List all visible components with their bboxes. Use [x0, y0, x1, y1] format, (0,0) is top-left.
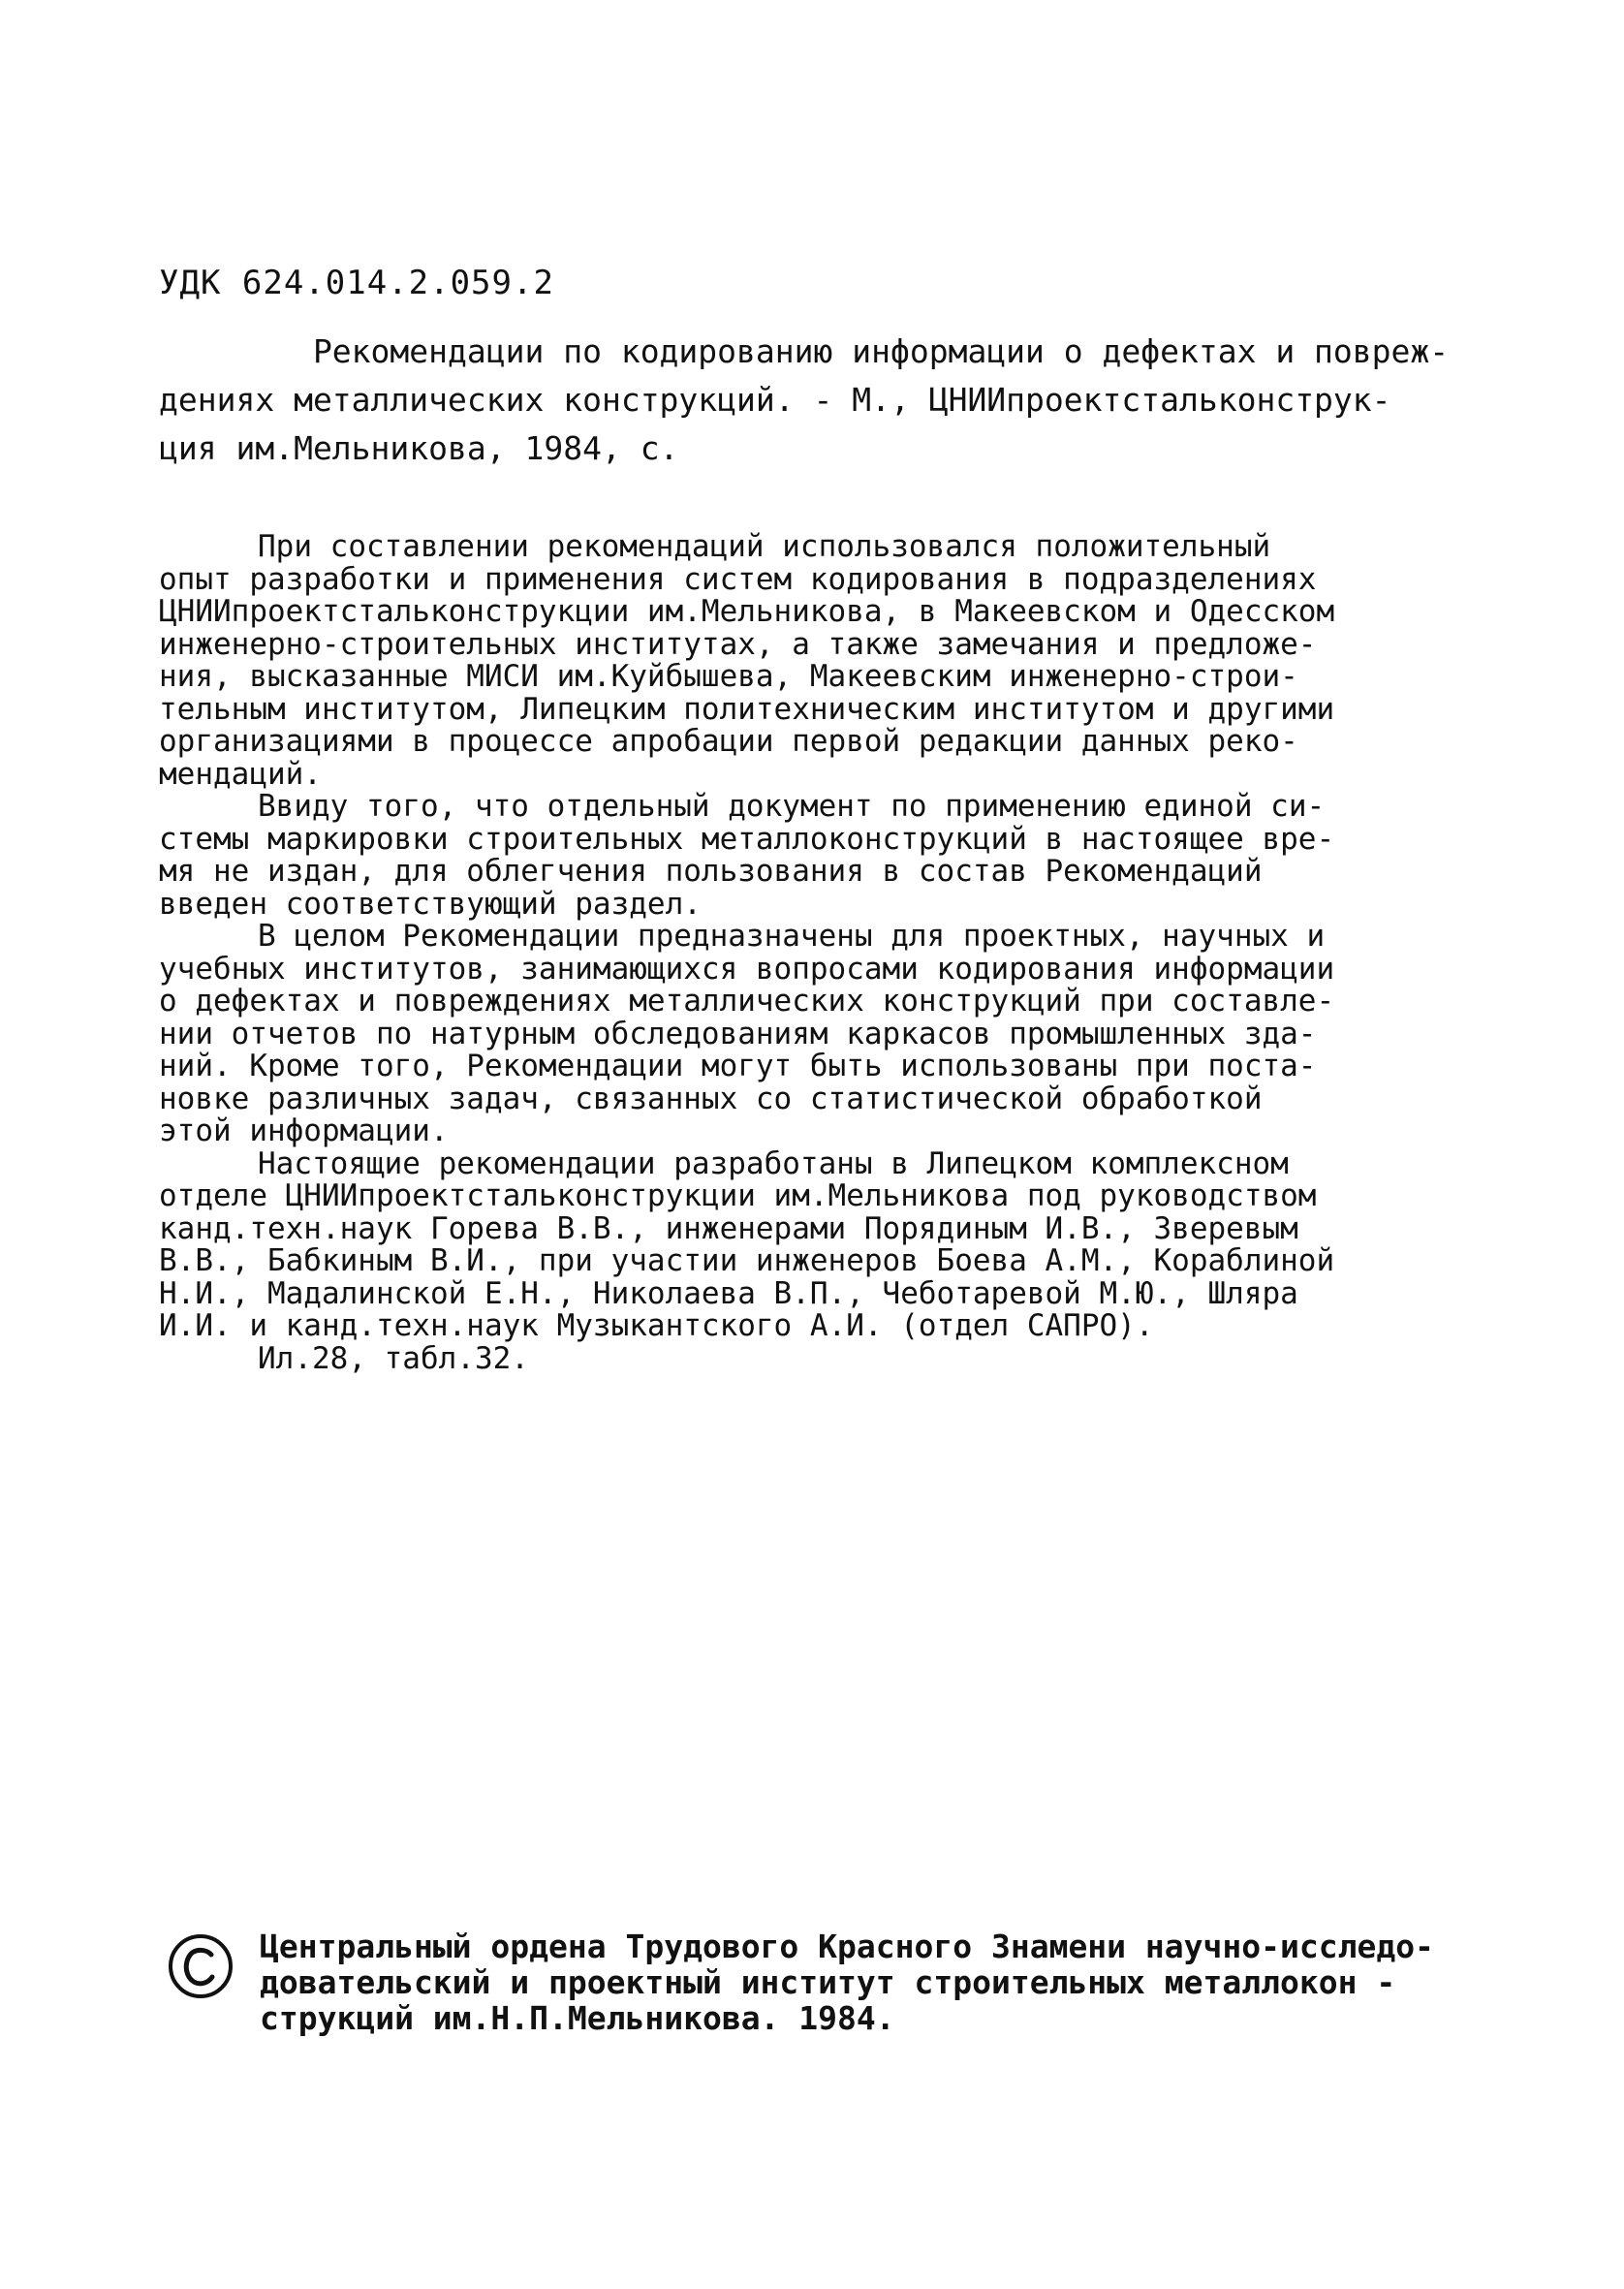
bibliographic-line: Рекомендации по кодированию информации о дефектах и повреж- — [159, 332, 1450, 370]
text-line: Настоящие рекомендации разработаны в Липецком комплексном — [258, 1145, 1289, 1181]
bibliographic-line: ция им.Мельникова, 1984, с. — [159, 429, 679, 467]
udk-code: УДК 624.014.2.059.2 — [159, 264, 554, 302]
text-line: ния, высказанные МИСИ им.Куйбышева, Макеевским инженерно-строи- — [159, 659, 1298, 694]
paragraph — [159, 1145, 1477, 1343]
paragraph — [159, 531, 1477, 791]
copyright-line: Центральный ордена Трудового Красного Знамени научно-исследо- — [260, 1928, 1434, 1965]
bibliographic-line: дениях металлических конструкций. - М., ЦНИИпроектстальконструк- — [159, 381, 1391, 419]
text-line: этой информации. — [159, 1113, 449, 1148]
copyright-line: довательский и проектный институт строительных металлокон - — [260, 1963, 1396, 2001]
abstract-body — [159, 531, 1477, 1375]
text-line: канд.техн.наук Горева В.В., инженерами Порядиным И.В., Зверевым — [159, 1210, 1298, 1246]
bibliographic-entry — [159, 328, 1477, 473]
text-line: введен соответствующий раздел. — [159, 886, 702, 922]
copyright-text — [260, 1928, 1481, 2036]
text-line: И.И. и канд.техн.наук Музыкантского А.И. (отдел САПРО). — [159, 1308, 1154, 1343]
text-line: При составлении рекомендаций использовался положительный — [258, 529, 1271, 564]
text-line: новке различных задач, связанных со статистической обработкой — [159, 1081, 1263, 1116]
text-line: Н.И., Мадалинской Е.Н., Николаева В.П., Чеботаревой М.Ю., Шляра — [159, 1275, 1298, 1311]
text-line: тельным институтом, Липецким политехническим институтом и другими — [159, 691, 1335, 727]
text-line: В целом Рекомендации предназначены для проектных, научных и — [258, 919, 1326, 954]
text-line: В.В., Бабкиным В.И., при участии инженеров Боева А.М., Кораблиной — [159, 1243, 1335, 1278]
text-line: ний. Кроме того, Рекомендации могут быть использованы при поста- — [159, 1049, 1317, 1083]
copyright-icon — [167, 1932, 234, 2000]
paragraph — [159, 1340, 1477, 1376]
text-line: мендаций. — [159, 756, 322, 792]
text-line: мя не издан, для облегчения пользования в состав Рекомендаций — [159, 854, 1263, 889]
text-line: отделе ЦНИИпроектстальконструкции им.Мельникова под руководством — [159, 1178, 1317, 1213]
copyright-line: струкций им.Н.П.Мельникова. 1984. — [260, 1999, 895, 2037]
paragraph — [159, 791, 1477, 921]
text-line: организациями в процессе апробации первой редакции данных реко- — [159, 724, 1298, 759]
paragraph — [159, 921, 1477, 1148]
text-line: стемы маркировки строительных металлоконструкций в настоящее вре- — [159, 821, 1335, 857]
text-line: опыт разработки и применения систем кодирования в подразделениях — [159, 561, 1317, 597]
text-line: Ввиду того, что отдельный документ по применению единой си- — [258, 789, 1326, 824]
text-line: ЦНИИпроектстальконструкции им.Мельникова, в Макеевском и Одесском — [159, 594, 1335, 629]
text-line: учебных институтов, занимающихся вопросами кодирования информации — [159, 951, 1335, 987]
text-line: нии отчетов по натурным обследованиям каркасов промышленных зда- — [159, 1016, 1317, 1051]
illustrations-count: Ил.28, табл.32. — [258, 1340, 529, 1376]
text-line: о дефектах и повреждениях металлических конструкций при составле- — [159, 984, 1335, 1019]
text-line: инженерно-строительных институтах, а также замечания и предложе- — [159, 626, 1317, 662]
